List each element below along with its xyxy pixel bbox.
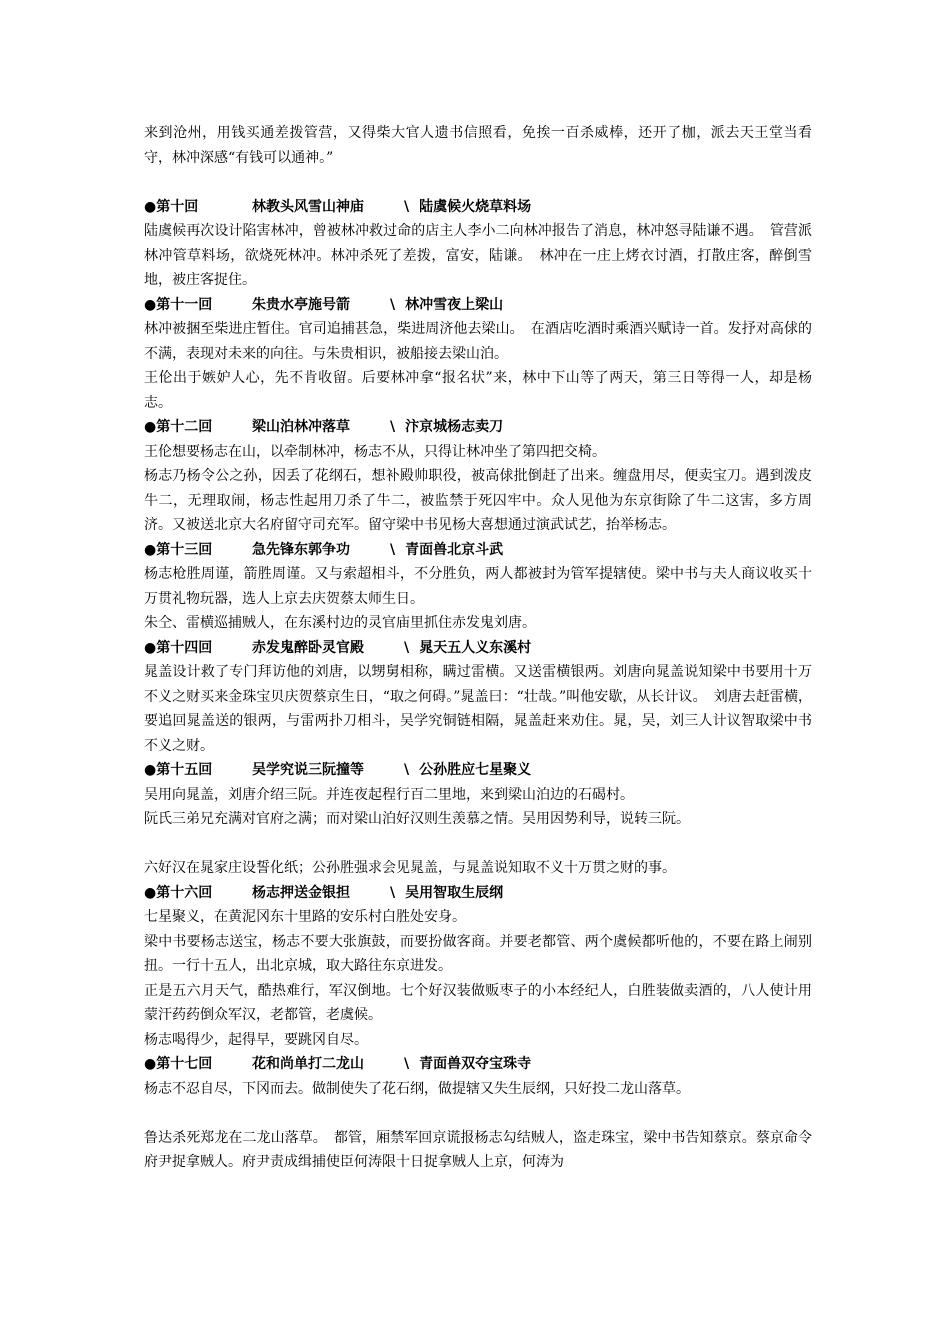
- chapter-title-second: 汴京城杨志卖刀: [405, 419, 504, 435]
- title-separator: \: [390, 541, 396, 558]
- paragraph: 来到沧州，用钱买通差拨管营，又得柴大官人遗书信照看，免挨一百杀威棒，还开了枷，派去天王堂当看守，林冲深感“有钱可以通神。”: [144, 125, 812, 166]
- chapter-heading: [144, 538, 812, 563]
- title-separator: \: [404, 198, 410, 215]
- paragraph: 晁盖设计救了专门拜访他的刘唐，以甥舅相称，瞒过雷横。又送雷横银两。刘唐向晁盖说知梁中书要用十万不义之财买来金珠宝贝庆贺蔡京生日，“取之何碍。”晁盖曰：“壮哉。”叫他安歇，从长计议。 刘唐去赶雷横，要追回晁盖送的银两，与雷两扑刀相斗，吴学究铜链相隔，晁盖赶来劝住。晁，吴，刘三人计议智取梁中书不义之财。: [144, 664, 812, 754]
- chapter-heading: [144, 636, 812, 661]
- chapter-title-second: 青面兽双夺宝珠寺: [419, 1056, 532, 1072]
- blank-line: [144, 170, 812, 195]
- chapter-heading: [144, 293, 812, 318]
- chapter-number: ●第十二回: [144, 419, 213, 435]
- title-separator: \: [390, 296, 396, 313]
- chapter-number: ●第十一回: [144, 296, 213, 313]
- title-separator: \: [404, 762, 410, 778]
- paragraph: 梁中书要杨志送宝，杨志不要大张旗鼓，而要扮做客商。并要老都管、两个虞候都听他的，不要在路上闹别扭。一行十五人，出北京城，取大路往东京进发。: [144, 933, 812, 974]
- paragraph: 王伦想要杨志在山，以牵制林冲，杨志不从，只得让林冲坐了第四把交椅。: [144, 443, 606, 460]
- paragraph: 陆虞候再次设计陷害林冲，曾被林冲救过命的店主人李小二向林冲报告了消息，林冲怒寻陆谦不遇。 管营派林冲管草料场，欲烧死林冲。林冲杀死了差拨，富安，陆谦。 林冲在一庄上烤衣讨酒，打散庄客，醉倒雪地，被庄客捉住。: [144, 223, 812, 288]
- chapter-title-first: 吴学究说三阮撞等: [252, 762, 364, 778]
- paragraph: 吴用向晁盖，刘唐介绍三阮。并连夜起程行百二里地，来到梁山泊边的石碣村。: [144, 786, 634, 803]
- paragraph: 朱仝、雷横巡捕贼人，在东溪村边的灵官庙里抓住赤发鬼刘唐。: [144, 615, 536, 631]
- chapter-title-first: 花和尚单打二龙山: [252, 1056, 364, 1072]
- chapter-heading: [144, 881, 812, 906]
- chapter-title-second: 林冲雪夜上梁山: [405, 296, 504, 313]
- chapter-heading: [144, 758, 812, 783]
- paragraph: 杨志枪胜周谨，箭胜周谨。又与索超相斗，不分胜负，两人都被封为管军提辖使。梁中书与夫人商议收买十万贯礼物玩器，选人上京去庆贺蔡太师生日。: [144, 566, 812, 607]
- paragraph: 林冲被捆至柴进庄暂住。官司追捕甚急，柴进周济他去梁山。 在酒店吃酒时乘酒兴赋诗一首。发抒对高俅的不满，表现对未来的向往。与朱贵相识，被船接去梁山泊。: [144, 321, 812, 362]
- title-separator: \: [404, 1056, 410, 1072]
- chapter-title-first: 赤发鬼醉卧灵官殿: [252, 639, 364, 656]
- chapter-number: ●第十六回: [144, 884, 213, 901]
- chapter-number: ●第十回: [144, 198, 199, 215]
- chapter-heading: [144, 1052, 812, 1077]
- chapter-number: ●第十五回: [144, 762, 213, 778]
- chapter-title-second: 晁天五人义东溪村: [419, 639, 532, 656]
- paragraph: 王伦出于嫉妒人心，先不肯收留。后要林冲拿“报名状”来，林中下山等了两天，第三日等得一人，却是杨志。: [144, 370, 812, 411]
- chapter-heading: [144, 195, 812, 220]
- paragraph: 阮氏三弟兄充满对官府之满；而对梁山泊好汉则生羡慕之情。吴用因势利导，说转三阮。: [144, 811, 690, 827]
- paragraph: 正是五六月天气，酷热难行，军汉倒地。七个好汉装做贩枣子的小本经纪人，白胜装做卖酒的，八人使计用蒙汗药药倒众军汉，老都管，老虞候。: [144, 982, 812, 1023]
- chapter-title-second: 公孙胜应七星聚义: [419, 762, 532, 778]
- document-page: [144, 121, 812, 1175]
- chapter-title-first: 杨志押送金银担: [252, 884, 350, 901]
- chapter-title-second: 吴用智取生辰纲: [405, 884, 504, 901]
- paragraph: 杨志乃杨令公之孙，因丢了花纲石，想补殿帅职役，被高俅批倒赶了出来。缠盘用尽，便卖宝刀。遇到泼皮牛二，无理取闹，杨志性起用刀杀了牛二，被监禁于死囚牢中。众人见他为东京街除了牛二这害，多方周济。又被送北京大名府留守司充军。留守梁中书见杨大喜想通过演武试艺，抬举杨志。: [144, 468, 812, 533]
- chapter-title-second: 陆虞候火烧草料场: [419, 198, 532, 215]
- paragraph: 杨志不忍自尽，下冈而去。做制使失了花石纲，做提辖又失生辰纲，只好投二龙山落草。: [144, 1080, 690, 1097]
- paragraph: 鲁达杀死郑龙在二龙山落草。 都管，厢禁军回京谎报杨志勾结贼人，盗走珠宝，梁中书告知蔡京。蔡京命令府尹捉拿贼人。府尹责成缉捕使臣何涛限十日捉拿贼人上京，何涛为: [144, 1129, 812, 1170]
- chapter-title-first: 梁山泊林冲落草: [252, 419, 350, 435]
- chapter-title-second: 青面兽北京斗武: [405, 541, 504, 558]
- chapter-heading: [144, 415, 812, 440]
- chapter-title-first: 林教头风雪山神庙: [252, 198, 364, 215]
- title-separator: \: [390, 419, 396, 435]
- chapter-title-first: 朱贵水亭施号箭: [252, 296, 350, 313]
- blank-line: [144, 1101, 812, 1126]
- title-separator: \: [390, 884, 396, 901]
- paragraph: 七星聚义，在黄泥冈东十里路的安乐村白胜处安身。: [144, 909, 466, 925]
- chapter-number: ●第十四回: [144, 639, 213, 656]
- chapter-title-first: 急先锋东郭争功: [252, 541, 350, 558]
- title-separator: \: [404, 639, 410, 656]
- chapter-number: ●第十三回: [144, 541, 213, 558]
- paragraph: 六好汉在晁家庄设誓化纸；公孙胜强求会见晁盖，与晁盖说知取不义十万贯之财的事。: [144, 860, 676, 876]
- chapter-number: ●第十七回: [144, 1056, 213, 1072]
- blank-line: [144, 832, 812, 857]
- paragraph: 杨志喝得少，起得早，要跳冈自尽。: [144, 1031, 368, 1048]
